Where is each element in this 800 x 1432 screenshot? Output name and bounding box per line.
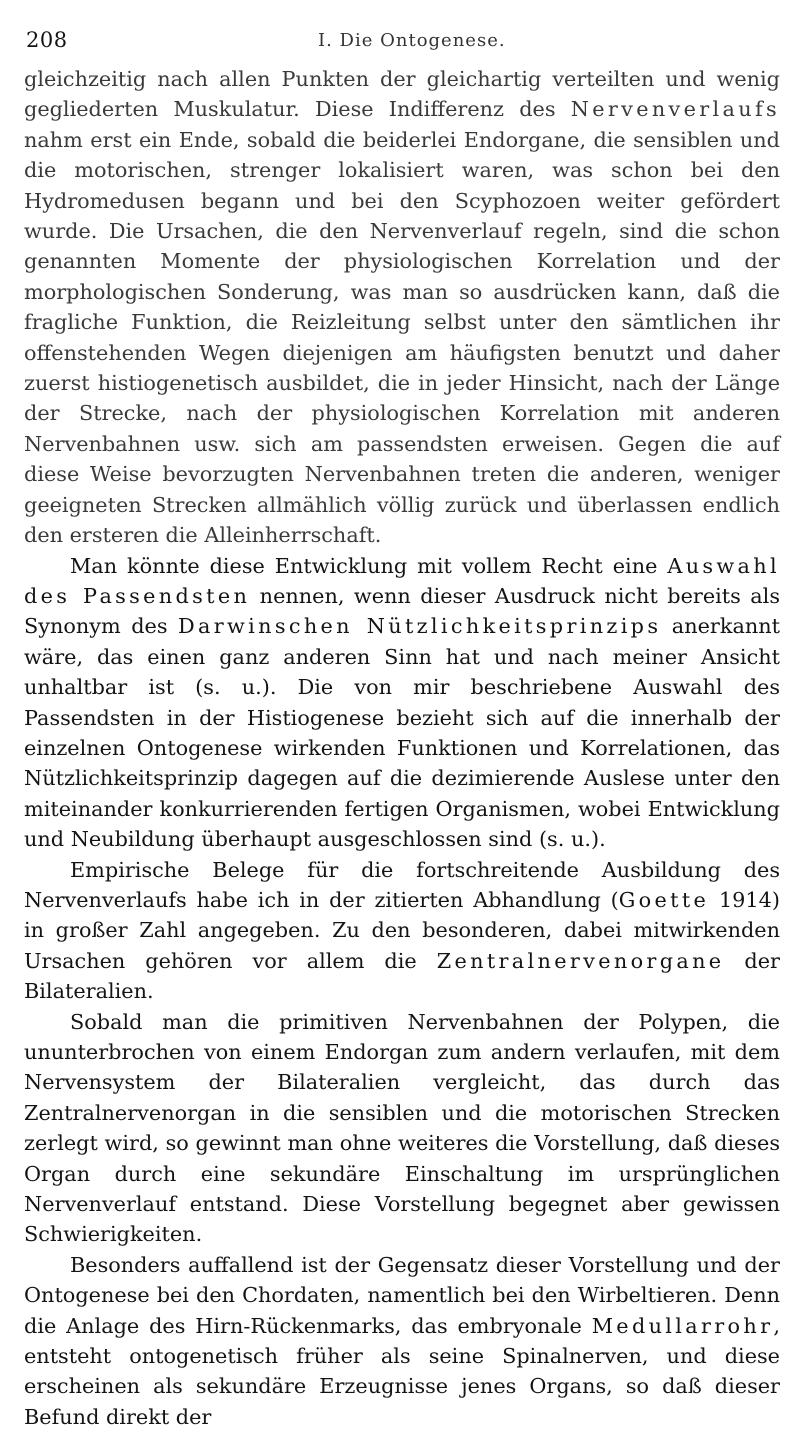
spaced-term: Goette: [618, 887, 710, 912]
spaced-term: Nervenverlaufs: [570, 97, 780, 122]
spaced-term: Auswahl des Passendsten: [24, 553, 780, 608]
text-run: Man könnte diese Entwicklung mit vollem Recht eine: [70, 553, 668, 578]
text-run: der Bilateralien.: [24, 948, 780, 1004]
text-run: Besonders auffallend ist der Gegensatz dieser Vorstellung und der Ontogenese bei den Chordaten, namentlich bei den Wirbeltieren. Denn die Anlage des Hirn-Rückenmarks, das embryonale: [24, 1252, 780, 1338]
spaced-term: Medullarrohr: [591, 1313, 774, 1338]
paragraph-4: [24, 1007, 780, 1250]
book-page: [24, 28, 780, 1432]
paragraph-1: [24, 64, 780, 551]
page-number: 208: [26, 28, 68, 52]
body-text: [24, 64, 780, 1432]
running-head: I. Die Ontogenese.: [318, 30, 506, 51]
text-run: , entsteht ontogenetisch früher als seine Spinalnerven, und diese erscheinen als sekundäre Erzeugnisse jenes Organs, so daß dieser Befund direkt der: [24, 1313, 780, 1429]
text-run: Empirische Belege für die fortschreitende Ausbildung des Nervenverlaufs habe ich in der zitierten Abhandlung (: [24, 857, 780, 912]
text-run: gleichzeitig nach allen Punkten der gleichartig verteilten und wenig gegliederten Muskulatur. Diese Indifferenz des: [24, 67, 780, 122]
text-run: 1914) in großer Zahl angegeben. Zu den besonderen, dabei mitwirkenden Ursachen gehören vor allem die: [24, 887, 780, 973]
text-run: Sobald man die primitiven Nervenbahnen der Polypen, die ununterbrochen von einem Endorgan zum andern verlaufen, mit dem Nervensystem der Bilateralien vergleicht, das durch das Zentralnervenorgan in die sensiblen und die motorischen Strecken zerlegt wird, so gewinnt man ohne weiteres die Vorstellung, daß dieses Organ durch eine sekundäre Einschaltung im ursprünglichen Nervenverlauf entstand. Diese Vorstellung begegnet aber gewissen Schwierigkeiten.: [24, 1009, 780, 1247]
text-run: anerkannt wäre, das einen ganz anderen Sinn hat und nach meiner Ansicht unhaltbar ist (s. u.). Die von mir beschriebene Auswahl des Passendsten in der Histiogenese bezieht sich auf die innerhalb der einzelnen Ontogenese wirkenden Funktionen und Korrelationen, das Nützlichkeitsprinzip dagegen auf die dezimierende Auslese unter den miteinander konkurrierenden fertigen Organismen, wobei Entwicklung und Neubildung überhaupt ausgeschlossen sind (s. u.).: [24, 614, 780, 852]
paragraph-5: [24, 1250, 780, 1432]
spaced-term: Zentralnervenorgane: [436, 948, 725, 973]
text-run: nennen, wenn dieser Ausdruck nicht bereits als Synonym des: [24, 583, 780, 639]
page-header: [24, 28, 780, 64]
text-run: nahm erst ein Ende, sobald die beiderlei Endorgane, die sensiblen und die motorischen, strenger lokalisiert waren, was schon bei den Hydromedusen begann und bei den Scyphozoen weiter gefördert wurde. Die Ursachen, die den Nervenverlauf regeln, sind die schon genannten Momente der physiologischen Korrelation und der morphologischen Sonderung, was man so ausdrücken kann, daß die fragliche Funktion, die Reizleitung selbst unter den sämtlichen ihr offenstehenden Wegen diejenigen am häufigsten benutzt und daher zuerst histiogenetisch ausbildet, die in jeder Hinsicht, nach der Länge der Strecke, nach der physiologischen Korrelation mit anderen Nervenbahnen usw. sich am passendsten erweisen. Gegen die auf diese Weise bevorzugten Nervenbahnen treten die anderen, weniger geeigneten Strecken allmählich völlig zurück und überlassen endlich den ersteren die Alleinherrschaft.: [24, 127, 780, 548]
paragraph-3: [24, 855, 780, 1007]
paragraph-2: [24, 551, 780, 855]
spaced-term: Darwinschen Nützlichkeitsprinzips: [178, 614, 662, 639]
